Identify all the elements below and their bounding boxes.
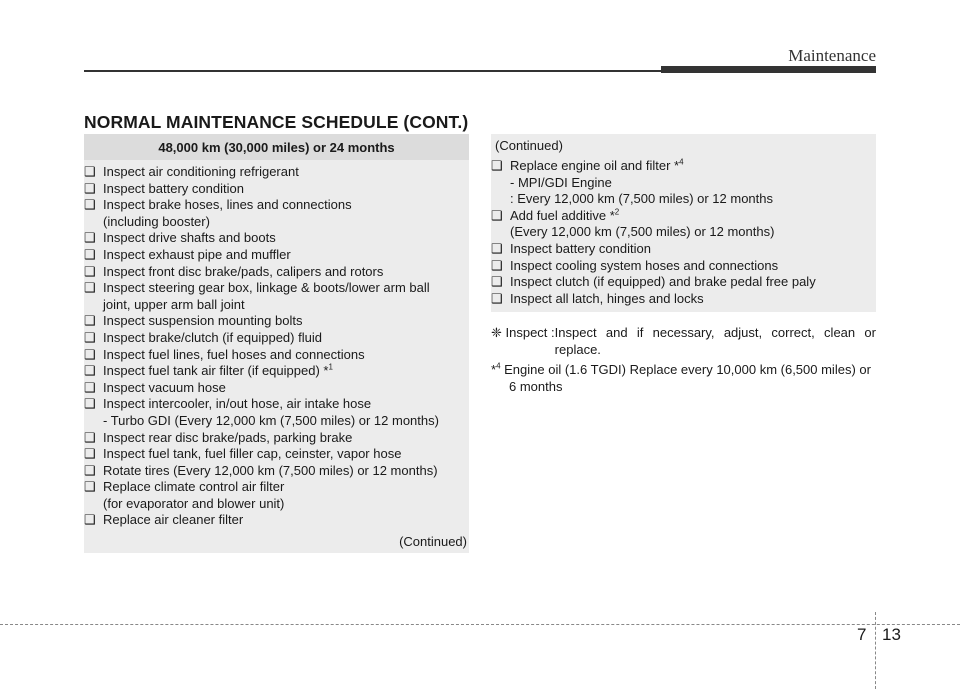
checklist-item	[84, 396, 469, 413]
checkbox-icon: ❑	[491, 257, 503, 273]
header-rule	[84, 70, 661, 72]
checkbox-icon: ❑	[84, 462, 96, 478]
checklist-item-continuation: : Every 12,000 km (7,500 miles) or 12 months	[510, 191, 774, 207]
checklist-item-text: Inspect cooling system hoses and connections	[510, 257, 779, 273]
checkbox-icon: ❑	[84, 246, 96, 262]
section-title: NORMAL MAINTENANCE SCHEDULE (CONT.)	[84, 112, 469, 132]
footnote-ref: 1	[328, 362, 333, 372]
checkbox-icon: ❑	[84, 379, 96, 395]
checklist-item-continuation: (including booster)	[103, 213, 210, 229]
checklist-item-text: Inspect air conditioning refrigerant	[103, 164, 299, 179]
checklist-item-text: Inspect exhaust pipe and muffler	[103, 246, 291, 262]
footnote-mark: *	[491, 362, 497, 377]
checklist-item	[84, 313, 469, 330]
checklist-item	[491, 291, 876, 308]
checklist-item-text: Inspect brake hoses, lines and connections	[103, 197, 352, 213]
engine-oil-footnote	[491, 361, 876, 395]
checklist-item	[84, 347, 469, 364]
checkbox-icon: ❑	[84, 280, 96, 296]
checklist-item-continuation: joint, upper arm ball joint	[103, 296, 245, 312]
checklist-item-text: Add fuel additive *	[510, 207, 615, 223]
checklist-item-text: Inspect suspension mounting bolts	[103, 313, 303, 329]
checklist-item	[84, 463, 469, 480]
notes	[491, 324, 876, 395]
checklist-item-text: Inspect front disc brake/pads, calipers and rotors	[103, 263, 384, 279]
inspect-note	[491, 324, 876, 358]
checklist-item-continuation: (Every 12,000 km (7,500 miles) or 12 months)	[510, 224, 775, 240]
footnote-ref: 2	[614, 207, 620, 217]
checkbox-icon: ❑	[84, 263, 96, 279]
schedule-table-continued	[491, 134, 876, 312]
checklist-item-text: Inspect battery condition	[103, 180, 244, 196]
footnote-ref: 4	[679, 157, 684, 167]
checklist-item-text: Replace climate control air filter	[103, 479, 285, 495]
checklist-item	[491, 258, 876, 275]
checkbox-icon: ❑	[491, 290, 503, 306]
checkbox-icon: ❑	[84, 429, 96, 445]
checkbox-icon: ❑	[84, 197, 96, 213]
checklist-item	[491, 241, 876, 258]
checkbox-icon: ❑	[84, 329, 96, 345]
checklist-item	[491, 208, 876, 225]
checkbox-icon: ❑	[84, 313, 96, 329]
checklist-item	[84, 164, 469, 181]
checkbox-icon: ❑	[84, 363, 96, 379]
checklist-item	[84, 264, 469, 281]
page-number: 13	[882, 625, 901, 644]
checklist-item	[491, 158, 876, 175]
checklist-item-text: Inspect brake/clutch (if equipped) fluid	[103, 329, 322, 345]
schedule-interval-heading: 48,000 km (30,000 miles) or 24 months	[84, 134, 469, 160]
checkbox-icon: ❑	[84, 346, 96, 362]
checklist-item	[84, 430, 469, 447]
continued-label: (Continued)	[399, 534, 467, 549]
checklist-item-text: Inspect rear disc brake/pads, parking brake	[103, 429, 353, 445]
checkbox-icon: ❑	[491, 240, 503, 256]
checklist-item-text: Inspect all latch, hinges and locks	[510, 290, 704, 306]
checklist-item	[84, 181, 469, 198]
checklist-item	[84, 380, 469, 397]
running-header: Maintenance	[788, 46, 876, 65]
checklist-item-text: Inspect clutch (if equipped) and brake pedal free paly	[510, 274, 816, 290]
checklist-item	[84, 280, 469, 297]
checklist-item	[84, 479, 469, 496]
checklist-item-text: Replace air cleaner filter	[103, 512, 244, 528]
checkbox-icon: ❑	[84, 512, 96, 528]
checklist-item	[491, 274, 876, 291]
checklist-item-continuation: (for evaporator and blower unit)	[103, 495, 285, 511]
continued-heading: (Continued)	[495, 138, 563, 153]
checklist-item-text: Inspect fuel tank, fuel filler cap, ceinster, vapor hose	[103, 446, 402, 462]
checklist-item-text: Inspect fuel lines, fuel hoses and connections	[103, 346, 365, 362]
checklist-item	[84, 197, 469, 214]
page-divider	[875, 612, 876, 689]
checklist-item	[84, 446, 469, 463]
footnote-superscript: 4	[496, 361, 501, 371]
checkbox-icon: ❑	[84, 446, 96, 462]
checkbox-icon: ❑	[84, 230, 96, 246]
checklist-item-text: Inspect fuel tank air filter (if equipped) *	[103, 363, 329, 379]
checkbox-icon: ❑	[491, 207, 503, 223]
footer-rule	[0, 624, 960, 625]
checklist-item	[84, 247, 469, 264]
checkbox-icon: ❑	[84, 164, 96, 179]
checkbox-icon: ❑	[491, 158, 503, 173]
checklist-item-text: Inspect battery condition	[510, 240, 651, 256]
header-rule-bar	[661, 66, 876, 73]
schedule-table-48000	[84, 134, 469, 553]
checklist-item-text: Inspect steering gear box, linkage & boots/lower arm ball	[103, 280, 430, 296]
checkbox-icon: ❑	[84, 180, 96, 196]
checklist-item	[84, 363, 469, 380]
footnote-text: Engine oil (1.6 TGDI) Replace every 10,000 km (6,500 miles) or 6 months	[500, 362, 871, 394]
chapter-number: 7	[857, 625, 867, 644]
checklist-item	[84, 512, 469, 529]
checklist-item	[84, 230, 469, 247]
checkbox-icon: ❑	[491, 274, 503, 290]
inspect-note-lead: ❈ Inspect :	[491, 325, 555, 340]
checklist-item	[84, 330, 469, 347]
checklist-item-continuation: - MPI/GDI Engine	[510, 174, 612, 190]
checkbox-icon: ❑	[84, 479, 96, 495]
checklist-item-text: Replace engine oil and filter *	[510, 158, 680, 173]
inspect-note-text: Inspect and if necessary, adjust, correct, clean or replace.	[554, 325, 876, 357]
schedule-item-list-continued	[491, 158, 876, 307]
checklist-item-text: Inspect drive shafts and boots	[103, 230, 276, 246]
checklist-item-continuation: - Turbo GDI (Every 12,000 km (7,500 miles) or 12 months)	[103, 412, 439, 428]
checklist-item-text: Inspect intercooler, in/out hose, air intake hose	[103, 396, 372, 412]
schedule-item-list	[84, 164, 469, 529]
checklist-item-text: Rotate tires (Every 12,000 km (7,500 miles) or 12 months)	[103, 462, 438, 478]
checklist-item-text: Inspect vacuum hose	[103, 379, 226, 395]
checkbox-icon: ❑	[84, 396, 96, 412]
